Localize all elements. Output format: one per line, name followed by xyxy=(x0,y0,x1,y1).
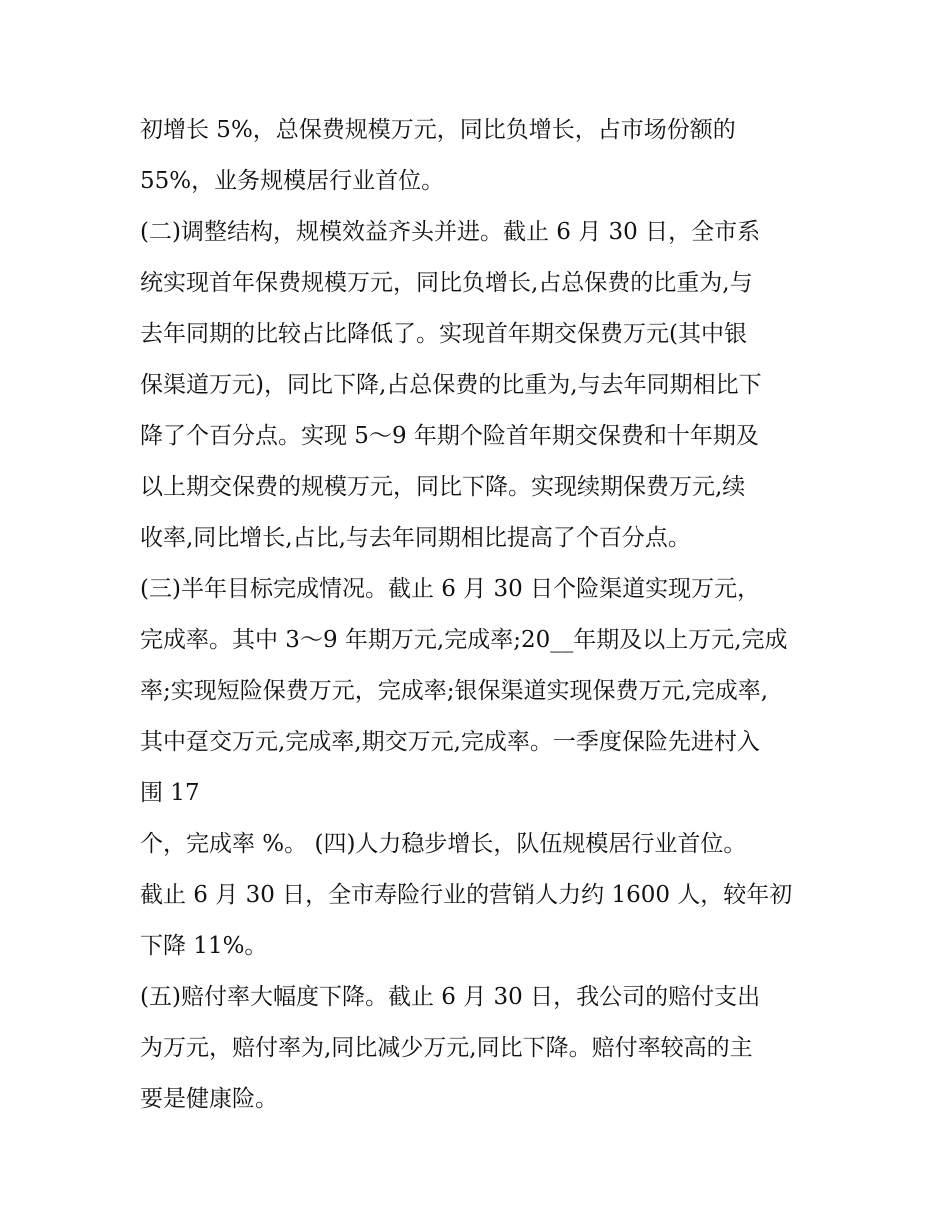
text-line: 以上期交保费的规模万元，同比下降。实现续期保费万元,续 xyxy=(140,474,746,500)
text-line: 其中趸交万元,完成率,期交万元,完成率。一季度保险先进村入 xyxy=(140,729,760,755)
text-line: 个，完成率 %。 (四)人力稳步增长，队伍规模居行业首位。 xyxy=(140,831,747,857)
text-line: 为万元，赔付率为,同比减少万元,同比下降。赔付率较高的主 xyxy=(140,1035,753,1061)
text-line: (五)赔付率大幅度下降。截止 6 月 30 日，我公司的赔付支出 xyxy=(140,984,761,1010)
text-line: 截止 6 月 30 日，全市寿险行业的营销人力约 1600 人，较年初 xyxy=(140,882,793,908)
text-line: 55%，业务规模居行业首位。 xyxy=(140,168,445,194)
text-line: (三)半年目标完成情况。截止 6 月 30 日个险渠道实现万元， xyxy=(140,576,761,602)
body-text xyxy=(140,105,830,1125)
text-line: 围 17 xyxy=(140,780,200,806)
text-line: 率;实现短险保费万元，完成率;银保渠道实现保费万元,完成率, xyxy=(140,678,769,704)
text-line: 保渠道万元)，同比下降,占总保费的比重为,与去年同期相比下 xyxy=(140,372,762,398)
text-line: 下降 11%。 xyxy=(140,933,268,959)
text-line: 去年同期的比较占比降低了。实现首年期交保费万元(其中银 xyxy=(140,321,747,347)
text-line: 收率,同比增长,占比,与去年同期相比提高了个百分点。 xyxy=(140,525,691,551)
text-line: 统实现首年保费规模万元，同比负增长,占总保费的比重为,与 xyxy=(140,270,753,296)
text-line: 初增长 5%，总保费规模万元，同比负增长，占市场份额的 xyxy=(140,117,736,143)
text-line: 降了个百分点。实现 5～9 年期个险首年期交保费和十年期及 xyxy=(140,423,759,449)
text-line: (二)调整结构，规模效益齐头并进。截止 6 月 30 日，全市系 xyxy=(140,219,761,245)
text-line: 完成率。其中 3～9 年期万元,完成率;20__年期及以上万元,完成 xyxy=(140,627,788,653)
text-line: 要是健康险。 xyxy=(140,1086,278,1112)
